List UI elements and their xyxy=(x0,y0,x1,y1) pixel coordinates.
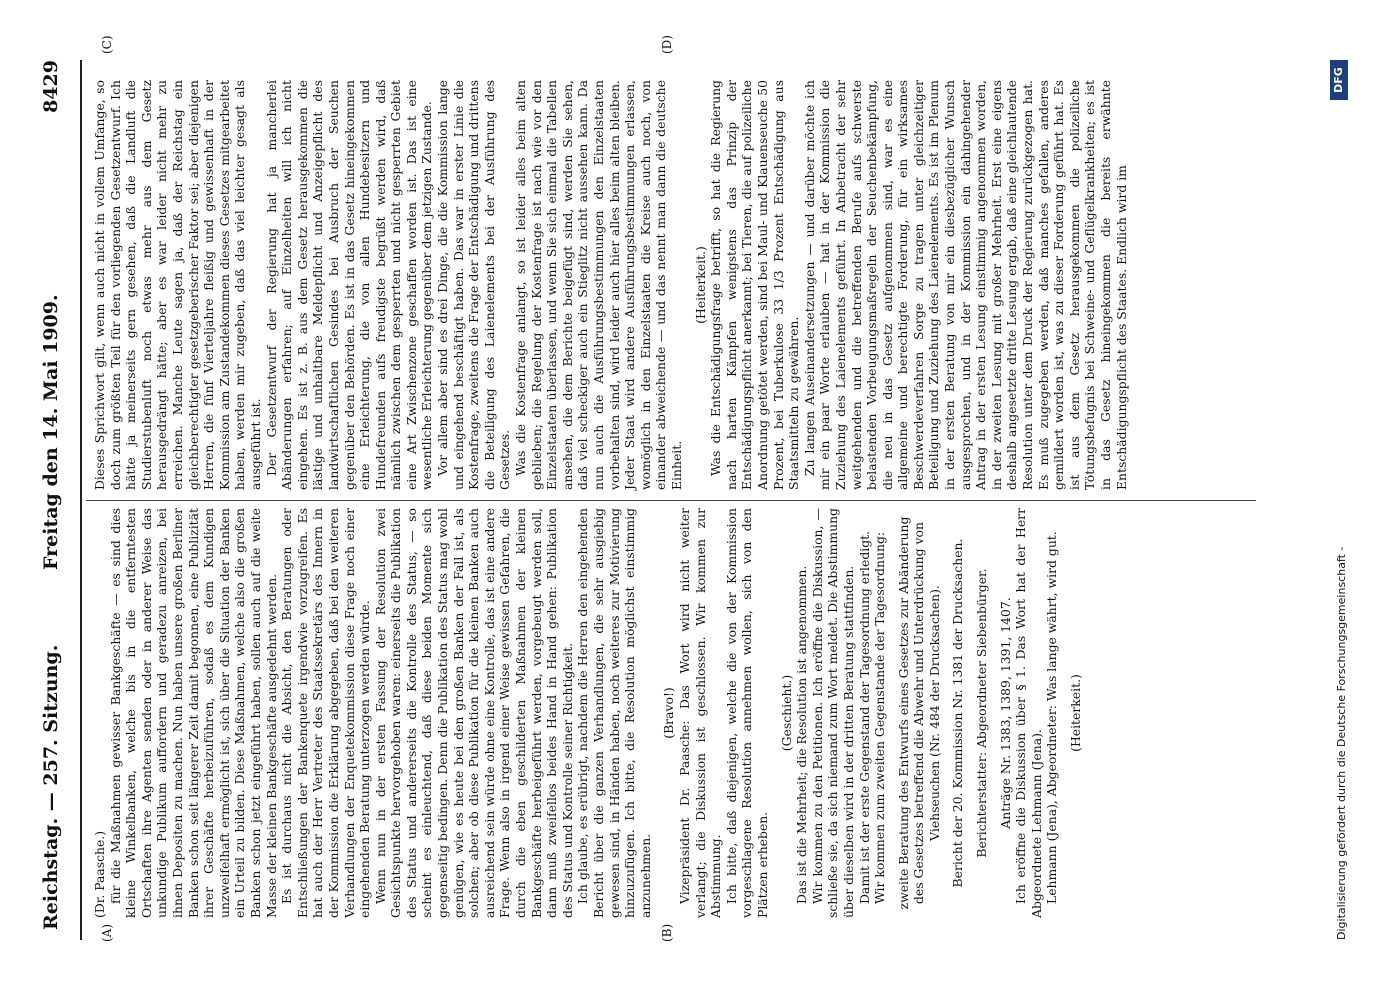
paragraph: Damit ist der erste Gegenstand der Tagesordnung erledigt. xyxy=(856,530,872,904)
page-number: 8429 xyxy=(40,60,62,113)
margin-marker-d: (D) xyxy=(660,35,674,54)
dfg-logo: DFG xyxy=(1330,60,1348,100)
paragraph: Anträge Nr. 1383, 1389, 1391, 1407. xyxy=(997,597,1013,829)
paragraph: Vizepräsident Dr. Paasche: Das Wort wird nicht weiter verlangt; die Diskussion ist geschlossen. Wir kommen zur Abstimmung. xyxy=(676,508,724,918)
right-text-column xyxy=(92,80,1129,490)
margin-marker-a: (A) xyxy=(100,923,114,942)
paragraph: Wenn nun in der ersten Fassung der Resolution zwei Gesichtspunkte hervorgehoben waren: einerseits die Publikation des Status und andererseits die Kontrolle des Status, — so scheint es einleuchtend, daß diese beiden Momente sich gegenseitig bedingen. Denn die Publikation des Status mag wohl genügen, wie es heute bei den großen Banken der Fall ist, als solchen; aber ob diese Publikation für die kleinen Banken auch ausreichend sein würde ohne eine Kontrolle, das ist eine andere Frage. Wenn also in irgend einer Weise gewissen Gefahren, die durch die eben geschilderten Maßnahmen der kleinen Bankgeschäfte herbeigeführt werden, vorgebeugt werden soll, dann muß zweifellos beides Hand in Hand gehen: Publikation des Status und Kontrolle seiner Richtigkeit. xyxy=(372,508,575,918)
paragraph: (Heiterkeit.) xyxy=(692,246,708,324)
paragraph: Was die Kostenfrage anlangt, so ist leider alles beim alten geblieben; die Regelung der Kostenfrage ist nach wie vor den Einzelstaaten überlassen, und wenn Sie sich einmal die Tabellen ansehen, die dem Berichte beigefügt sind, werden Sie sehen, daß viel scheckiger auch ein Stieglitz nicht aussehen kann. Da nun auch die Ausführungsbestimmungen den Einzelstaaten vorbehalten sind, wird leider auch hier alles beim alten bleiben. Jeder Staat wird andere Ausführungsbestimmungen erlassen, womöglich in den Einzelstaaten die Kreise auch noch, von einander abweichende — und das nennt man dann die deutsche Einheit. xyxy=(513,80,684,490)
paragraph: (Bravo!) xyxy=(661,687,677,739)
paragraph: Was die Entschädigungsfrage betrifft, so hat die Regierung nach harten Kämpfen wenigstens das Prinzip der Entschädigungspflicht anerkannt; bei Tieren, die auf polizeiliche Anordnung getötet werden, sind bei Maul- und Klauenseuche 50 Prozent, bei Tuberkulose 33 1/3 Prozent Entschädigung aus Staatsmitteln zu gewähren. xyxy=(708,80,802,490)
paragraph: für die Maßnahmen gewisser Bankgeschäfte — es sind dies kleine Winkelbanken, welche bis in die entferntesten Ortschaften ihre Agenten senden oder in anderer Weise das unkundige Publikum auffordern und geradezu anreizen, bei ihnen Depositen zu machen. Nun haben unsere großen Berliner Banken schon seit längerer Zeit damit begonnen, eine Publizität ihrer Geschäfte herbeizuführen, sodaß es dem Kundigen unzweifelhaft ermöglicht ist, sich über die Situation der Banken ein Urteil zu bilden. Diese Maßnahmen, welche also die großen Banken schon jetzt eingeführt haben, sollen auch auf die weite Masse der kleinen Bankgeschäfte ausgedehnt werden. xyxy=(107,508,279,918)
paragraph: Wir kommen zum zweiten Gegenstande der Tagesordnung: xyxy=(872,531,888,904)
paragraph: Zu langen Auseinandersetzungen — und darüber möchte ich mir ein paar Worte erlauben — hat in der Kommission die Zuziehung des Laienelements geführt. In Anbetracht der sehr weitgehenden und die betreffenden Berufe aufs schwerste belastenden Vorbeugungsmaßregeln der Seuchenbekämpfung, die neu in das Gesetz aufgenommen sind, war es eine allgemeine und berechtigte Forderung, für ein wirksames Beschwerdeverfahren Sorge zu tragen unter gleichzeitiger Beteiligung und Zuziehung des Laienelements. Es ist im Plenum in der ersten Beratung von mir ein diesbezüglicher Wunsch ausgesprochen, und in der Kommission ein dahingehender Antrag in der ersten Lesung einstimmig angenommen worden, in der zweiten Lesung mit großer Mehrheit. Erst eine eigens deshalb angesetzte dritte Lesung ergab, daß eine gleichlautende Resolution unter dem Druck der Regierung zurückgezogen hat. Es muß zugegeben werden, daß manches gefallen, anderes gemildert worden ist, was zu dieser Forderung geführt hat. Es ist aus dem Gesetz herausgekommen die polizeiliche Tötungsbefugnis bei Schweine- und Geflügelkrankheiten; es ist in das Gesetz hineingekommen die bereits erwähnte Entschädigungspflicht des Staates. Endlich wird im xyxy=(801,80,1129,490)
paragraph: Berichterstatter: Abgeordneter Siebenbürger. xyxy=(974,568,990,858)
left-text-column xyxy=(92,508,1084,918)
paragraph: Vor allem aber sind es drei Dinge, die die Kommission lange und eingehend beschäftigt haben. Das war in erster Linie die Kostenfrage, zweitens die Frage der Entschädigung und drittens die Beteiligung des Laienelements bei der Ausführung des Gesetzes. xyxy=(435,80,513,490)
paragraph: (Heiterkeit.) xyxy=(1068,674,1084,752)
paragraph: Das ist die Mehrheit; die Resolution ist angenommen. xyxy=(794,565,810,904)
column-separator xyxy=(86,500,1256,501)
paragraph: Dieses Sprichwort gilt, wenn auch nicht in vollem Umfange, so doch zum größten Teil für den vorliegenden Gesetzentwurf. Ich hätte ja meinerseits gern gesehen, daß die Landluft die Studierstubenluft noch etwas mehr aus dem Gesetz herausgedrängt hätte; aber es war leider nicht mehr zu erreichen. Manche Leute sagen ja, daß der Reichstag ein gleichberechtigter gesetzgeberischer Faktor sei; aber diejenigen Herren, die fünf Vierteljahre fleißig und gewissenhaft in der Kommission am Zustandekommen dieses Gesetzes mitgearbeitet haben, werden mir zugeben, daß das viel leichter gesagt als ausgeführt ist. xyxy=(92,80,263,490)
paragraph: Ich eröffne die Diskussion über § 1. Das Wort hat der Herr Abgeordnete Lehmann (Jena). xyxy=(1013,508,1044,918)
paragraph: Lehmann (Jena), Abgeordneter: Was lange währt, wird gut. xyxy=(1044,531,1060,904)
paragraph: (Geschieht.) xyxy=(778,674,794,752)
paragraph: Es ist durchaus nicht die Absicht, den Beratungen oder Entschließungen der Bankenquete irgendwie vorzugreifen. Es hat auch der Herr Vertreter des Staatssekretärs des Innern in der Kommission die Erklärung abgegeben, daß bei den weiteren Verhandlungen der Enquetekommission diese Frage noch einer eingehenden Beratung unterzogen werden würde. xyxy=(279,508,373,918)
paragraph: Ich glaube, es erübrigt, nachdem die Herren den eingehenden Bericht über die ganzen Verhandlungen, die sehr ausgiebig gewesen sind, in Händen haben, noch weiteres zur Motivierung hinzuzufügen. Ich bitte, die Resolution möglichst einstimmig anzunehmen. xyxy=(575,508,653,918)
header-session: Reichstag. — 257. Sitzung. xyxy=(40,644,62,930)
page-header xyxy=(40,60,70,930)
digitization-credit: Digitalisierung gefördert durch die Deutsche Forschungsgemeinschaft - xyxy=(1335,546,1348,940)
header-rule xyxy=(80,60,82,940)
paragraph: Wir kommen zu den Petitionen. Ich eröffne die Diskussion, — schließe sie, da sich niemand zum Wort meldet. Die Abstimmung über dieselben wird in der dritten Beratung stattfinden. xyxy=(809,508,856,918)
paragraph: Ich bitte, daß diejenigen, welche die von der Kommission vorgeschlagene Resolution annehmen wollen, sich von den Plätzen erheben. xyxy=(723,508,770,918)
margin-marker-b: (B) xyxy=(660,923,674,942)
paragraph: Bericht der 20. Kommission Nr. 1381 der Drucksachen. xyxy=(950,538,966,888)
paragraph: zweite Beratung des Entwurfs eines Gesetzes zur Abänderung des Gesetzes betreffend die Abwehr und Unterdrückung von Viehseuchen (Nr. 484 der Drucksachen). xyxy=(895,516,942,910)
header-date: Freitag den 14. Mai 1909. xyxy=(40,294,62,570)
margin-marker-c: (C) xyxy=(100,35,114,54)
paragraph: Der Gesetzentwurf der Regierung hat ja mancherlei Abänderungen erfahren; auf Einzelheiten will ich nicht eingehen. Es ist z. B. aus dem Gesetz herausgekommen die lästige und unhaltbare Meldepflicht und Anzeigepflicht des landwirtschaftlichen Gesindes bei Ausbruch der Seuchen gegenüber den Behörden. Es ist in das Gesetz hineingekommen eine Erleichterung, die von allen Hundebesitzern und Hundefreunden aufs freudigste begrüßt werden wird, daß nämlich zwischen dem gesperrten und nicht gesperrten Gebiet eine Art Zwischenzone geschaffen worden ist. Das ist eine wesentliche Erleichterung gegenüber dem jetzigen Zustande. xyxy=(263,80,435,490)
paragraph: (Dr. Paasche.) xyxy=(92,830,107,918)
